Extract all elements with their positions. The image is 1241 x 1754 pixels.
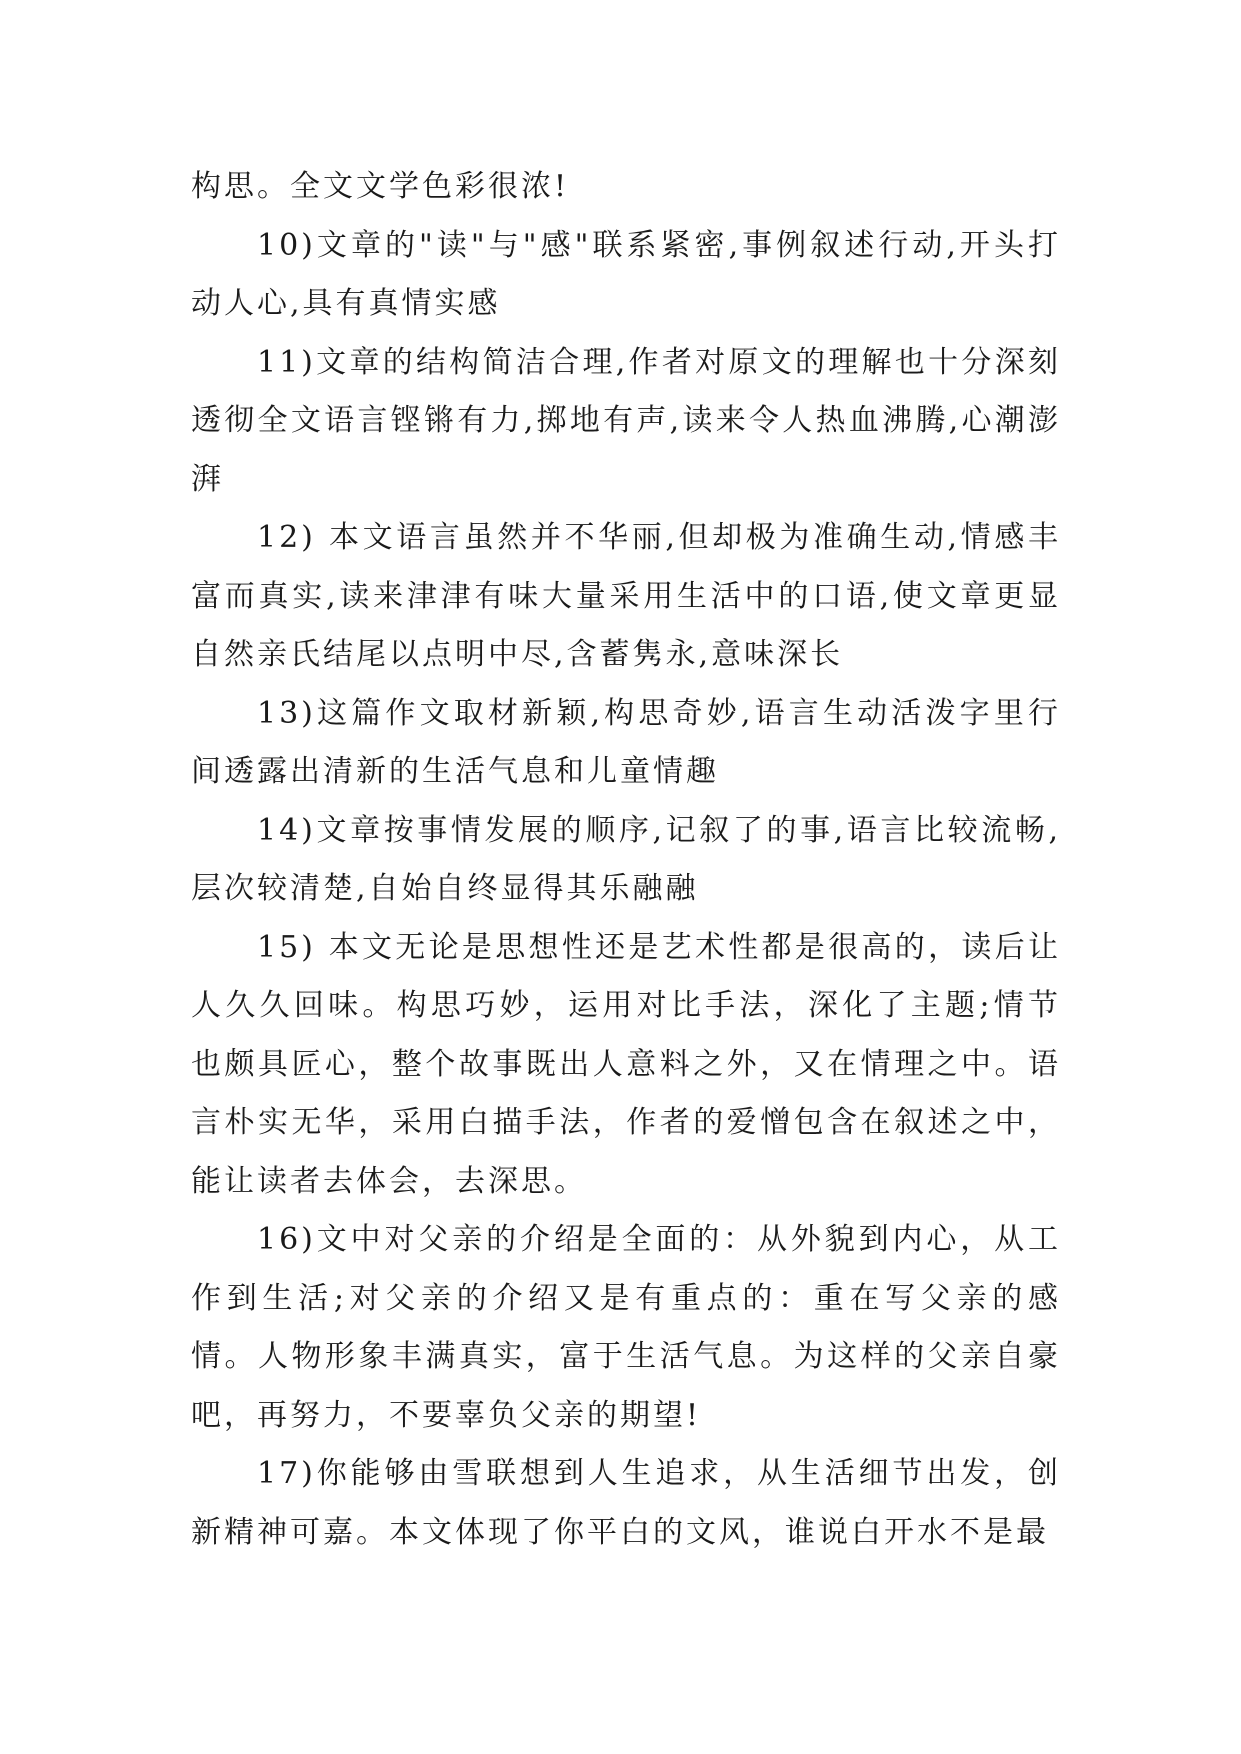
document-body [191,158,1061,1562]
paragraph-comment-13: 13)这篇作文取材新颖,构思奇妙,语言生动活泼字里行间透露出清新的生活气息和儿童情趣 [191,695,1061,789]
paragraph-comment-12: 12) 本文语言虽然并不华丽,但却极为准确生动,情感丰富而真实,读来津津有味大量采用生活中的口语,使文章更显自然亲氏结尾以点明中尽,含蓄隽永,意味深长 [191,520,1061,672]
paragraph-comment-10: 10)文章的"读"与"感"联系紧密,事例叙述行动,开头打动人心,具有真情实感 [191,227,1061,321]
paragraph-comment-15: 15) 本文无论是思想性还是艺术性都是很高的，读后让人久久回味。构思巧妙，运用对比手法，深化了主题;情节也颇具匠心，整个故事既出人意料之外，又在情理之中。语言朴实无华，采用白描手法，作者的爱憎包含在叙述之中，能让读者去体会，去深思。 [191,929,1061,1199]
paragraph-comment-16: 16)文中对父亲的介绍是全面的：从外貌到内心，从工作到生活;对父亲的介绍又是有重点的：重在写父亲的感情。人物形象丰满真实，富于生活气息。为这样的父亲自豪吧，再努力，不要辜负父亲的期望! [191,1222,1061,1433]
paragraph-comment-14: 14)文章按事情发展的顺序,记叙了的事,语言比较流畅,层次较清楚,自始自终显得其乐融融 [191,812,1061,906]
paragraph-comment-11: 11)文章的结构简洁合理,作者对原文的理解也十分深刻透彻全文语言铿锵有力,掷地有声,读来令人热血沸腾,心潮澎湃 [191,344,1061,497]
paragraph-continuation: 构思。全文文学色彩很浓! [191,169,570,204]
paragraph-comment-17: 17)你能够由雪联想到人生追求，从生活细节出发，创新精神可嘉。本文体现了你平白的文风，谁说白开水不是最 [191,1456,1061,1550]
